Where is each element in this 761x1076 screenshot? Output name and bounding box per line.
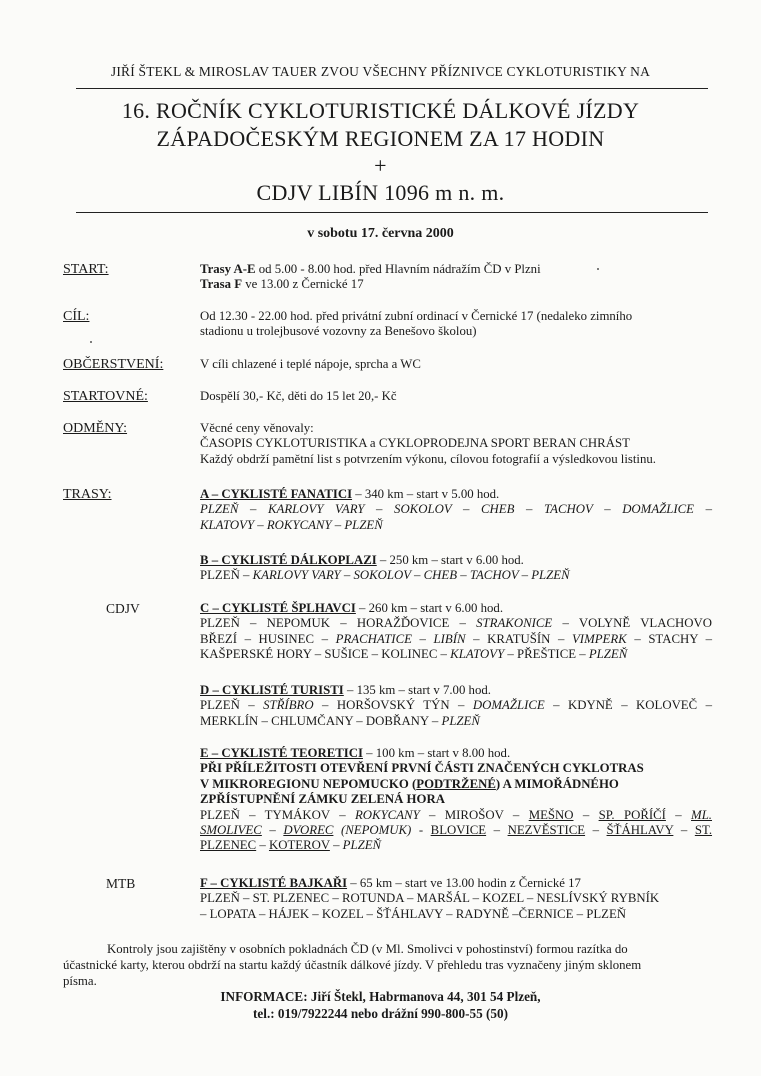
route-e-l1e: – [573,807,599,822]
route-c-l3a: KAŠPERSKÉ HORY – SUŠICE – KOLINEC – [200,647,451,662]
route-e-l1b: ROKYCANY [354,807,420,822]
route-e-l2d: (NEPOMUK) [333,823,412,838]
route-e-l2a: SMOLIVEC [200,823,262,838]
route-d-line2 [200,714,712,729]
route-e-l2k: – [673,823,695,838]
route-e-l2f: BLOVICE [430,823,487,838]
route-e [200,746,712,854]
route-e-l1g: – [665,807,692,822]
route-d [200,683,712,729]
route-c-l2a: BŘEZÍ – HUSINEC – [200,631,336,646]
route-d-l1c: – HORŠOVSKÝ TÝN – [313,698,473,713]
route-a-name: A – CYKLISTÉ FANATICI [200,487,353,501]
route-c-detail: – 260 km – start v 6.00 hod. [355,601,504,615]
route-e-l3c: KOTEROV [268,838,330,853]
route-e-l1a: PLZEŇ – TYMÁKOV – [200,807,355,822]
route-e-l3b: – [256,838,269,853]
route-c-l1c: – VOLYNĚ VLACHOVO [552,616,712,631]
route-e-l2b: – [261,823,284,838]
finish-line1: Od 12.30 - 22.00 hod. před privátní zubní ordinací v Černické 17 (nedaleko zimního [200,309,633,323]
route-f-line1: PLZEŇ – ST. PLZENEC – ROTUNDA – MARŠÁL – KOZEL – NESLÍVSKÝ RYBNÍK [200,891,660,906]
route-e-l1h: ML. [691,807,713,822]
route-e-bold1: PŘI PŘÍLEŽITOSTI OTEVŘENÍ PRVNÍ ČÁSTI ZNAČENÝCH CYKLOTRAS [200,761,644,776]
route-e-line2 [200,823,712,838]
routes-label: TRASY: [63,487,112,502]
route-d-l2a: MERKLÍN – CHLUMČANY – DOBŘANY – [200,713,442,728]
fee-label: STARTOVNÉ: [63,389,148,404]
route-c-l3c: – PŘEŠTICE – [504,647,589,662]
route-c-l2c: – KRATUŠÍN – [465,631,572,646]
route-c-l3b: KLATOVY [450,647,505,662]
start-route-f-detail: ve 13.00 z Černické 17 [242,277,364,292]
prizes-line2: ČASOPIS CYKLOTURISTIKA a CYKLOPRODEJNA SPORT BERAN CHRÁST [200,436,630,451]
route-c-l1a: PLZEŇ – NEPOMUK – HORAŽĎOVICE – [200,616,477,631]
finish-line2: stadionu u trolejbusové vozovny za Benešovo školou) [200,324,477,339]
route-e-line3 [200,838,712,853]
route-e-l3a: PLZENEC [200,838,257,853]
prizes-text [200,421,656,467]
top-rule [76,88,708,89]
route-e-l2i: – [585,823,607,838]
route-c-l1b: STRAKONICE [476,616,553,631]
route-e-l2e: - [411,823,431,838]
route-f [200,876,659,922]
route-b-start-town: PLZEŇ – [200,568,253,583]
route-e-l2g: – [486,823,508,838]
route-e-bold2 [200,777,712,792]
route-e-detail: – 100 km – start v 8.00 hod. [362,746,511,760]
route-f-side-note: MTB [106,876,136,891]
route-c [200,601,712,663]
finish-label: CÍL: [63,309,90,324]
route-e-bold2b: PODTRŽENÉ [416,776,496,791]
route-d-l2b: PLZEŇ [441,713,480,728]
footer-line3: písma. [63,974,97,988]
route-c-l2d: VIMPERK [571,631,627,646]
refreshment-label: OBČERSTVENÍ: [63,357,164,372]
refreshment-text: V cíli chlazené i teplé nápoje, sprcha a WC [200,357,421,371]
start-routes-a-e-detail: od 5.00 - 8.00 hod. před Hlavním nádražím ČD v Plzni [255,262,541,276]
route-d-name: D – CYKLISTÉ TURISTI [200,683,344,697]
contact-info-line1: INFORMACE: Jiří Štekl, Habrmanova 44, 301 54 Plzeň, [220,989,541,1004]
invitation-line: JIŘÍ ŠTEKL & MIROSLAV TAUER ZVOU VŠECHNY PŘÍZNIVCE CYKLOTURISTIKY NA [110,64,651,79]
route-d-l1b: STŘÍBRO [263,698,314,713]
start-routes-a-e: Trasy A-E [200,262,256,276]
event-date: v sobotu 17. června 2000 [307,226,454,241]
route-e-l2j: ŠŤÁHLAVY [606,823,674,838]
route-f-name: F – CYKLISTÉ BAJKAŘI [200,876,348,890]
route-c-side-note: CDJV [106,601,140,616]
route-d-l1e: – KDYNĚ – KOLOVEČ – [544,698,713,713]
route-e-l2h: NEZVĚSTICE [507,823,586,838]
route-d-l1a: PLZEŇ – [200,698,264,713]
route-e-bold3: ZPŘÍSTUPNĚNÍ ZÁMKU ZELENÁ HORA [200,792,445,807]
route-d-detail: – 135 km – start v 7.00 hod. [343,683,491,697]
footer-note [63,941,703,989]
prizes-label: ODMĚNY: [63,421,128,436]
route-c-line1 [200,616,712,631]
route-e-line1 [200,808,712,823]
route-b-name: B – CYKLISTÉ DÁLKOPLAZI [200,553,377,567]
fee-text: Dospělí 30,- Kč, děti do 15 let 20,- Kč [200,389,397,403]
route-c-l3d: PLZEŇ [588,647,628,662]
prizes-line3: Každý obdrží pamětní list s potvrzením výkonu, cílovou fotografií a výsledkovou listinu. [200,451,656,466]
route-e-l3d: – [329,838,343,853]
event-title-line3: CDJV LIBÍN 1096 m n. m. [256,180,505,205]
bottom-rule [76,212,708,213]
route-c-line2 [200,632,712,647]
route-c-l2b: PRACHATICE – LIBÍN [335,631,466,646]
route-e-l1c: – MIROŠOV – [419,807,529,822]
start-label: START: [63,262,109,277]
route-f-line2: – LOPATA – HÁJEK – KOZEL – ŠŤÁHLAVY – RADYNĚ –ČERNICE – PLZEŇ [200,906,627,921]
route-e-l2c: DVOREC [283,823,334,838]
route-c-line3 [200,647,712,662]
route-e-l3e: PLZEŇ [342,838,382,853]
route-e-bold2c: ) A MIMOŘÁDNÉHO [495,776,619,791]
event-title-line2: ZÁPADOČESKÝM REGIONEM ZA 17 HODIN [156,126,605,151]
route-a-line2: KLATOVY – ROKYCANY – PLZEŇ [200,517,383,532]
route-b-towns: KARLOVY VARY – SOKOLOV – CHEB – TACHOV – PLZEŇ [252,568,570,583]
prizes-line1: Věcné ceny věnovaly: [200,421,314,435]
route-c-name: C – CYKLISTÉ ŠPLHAVCI [200,601,356,615]
route-b [200,553,570,584]
route-d-l1d: DOMAŽLICE [472,698,545,713]
event-title-plus: + [374,153,387,178]
route-e-name: E – CYKLISTÉ TEORETICI [200,746,363,760]
route-a [200,487,712,533]
scan-speck [597,268,599,270]
route-a-detail: – 340 km – start v 5.00 hod. [352,487,500,501]
route-e-l1f: SP. POŘÍČÍ [598,807,666,822]
footer-line2: účastnické karty, kterou obdrží na startu každý účastník dálkové jízdy. V přehledu tras vyznačeny jiným sklonem [63,958,642,972]
route-d-line1 [200,698,712,713]
contact-info-line2: tel.: 019/7922244 nebo drážní 990-800-55 (50) [253,1006,508,1021]
route-e-l2l: ST. [694,823,713,838]
route-e-l1d: MEŠNO [528,807,574,822]
route-c-l2e: – STACHY – [626,631,713,646]
route-f-detail: – 65 km – start ve 13.00 hodin z Černické 17 [347,876,581,890]
start-text [200,262,541,293]
route-a-line1: PLZEŇ – KARLOVY VARY – SOKOLOV – CHEB – TACHOV – DOMAŽLICE – [200,502,712,517]
event-title-line1: 16. ROČNÍK CYKLOTURISTICKÉ DÁLKOVÉ JÍZDY [121,98,640,123]
route-e-bold2a: V MIKROREGIONU NEPOMUCKO ( [200,776,417,791]
route-b-detail: – 250 km – start v 6.00 hod. [376,553,524,567]
scan-speck [90,341,92,343]
footer-line1: Kontroly jsou zajištěny v osobních pokladnách ČD (v Ml. Smolivci v pohostinství) formou razítka do [107,942,628,956]
start-route-f: Trasa F [200,277,243,292]
finish-text [200,309,632,340]
